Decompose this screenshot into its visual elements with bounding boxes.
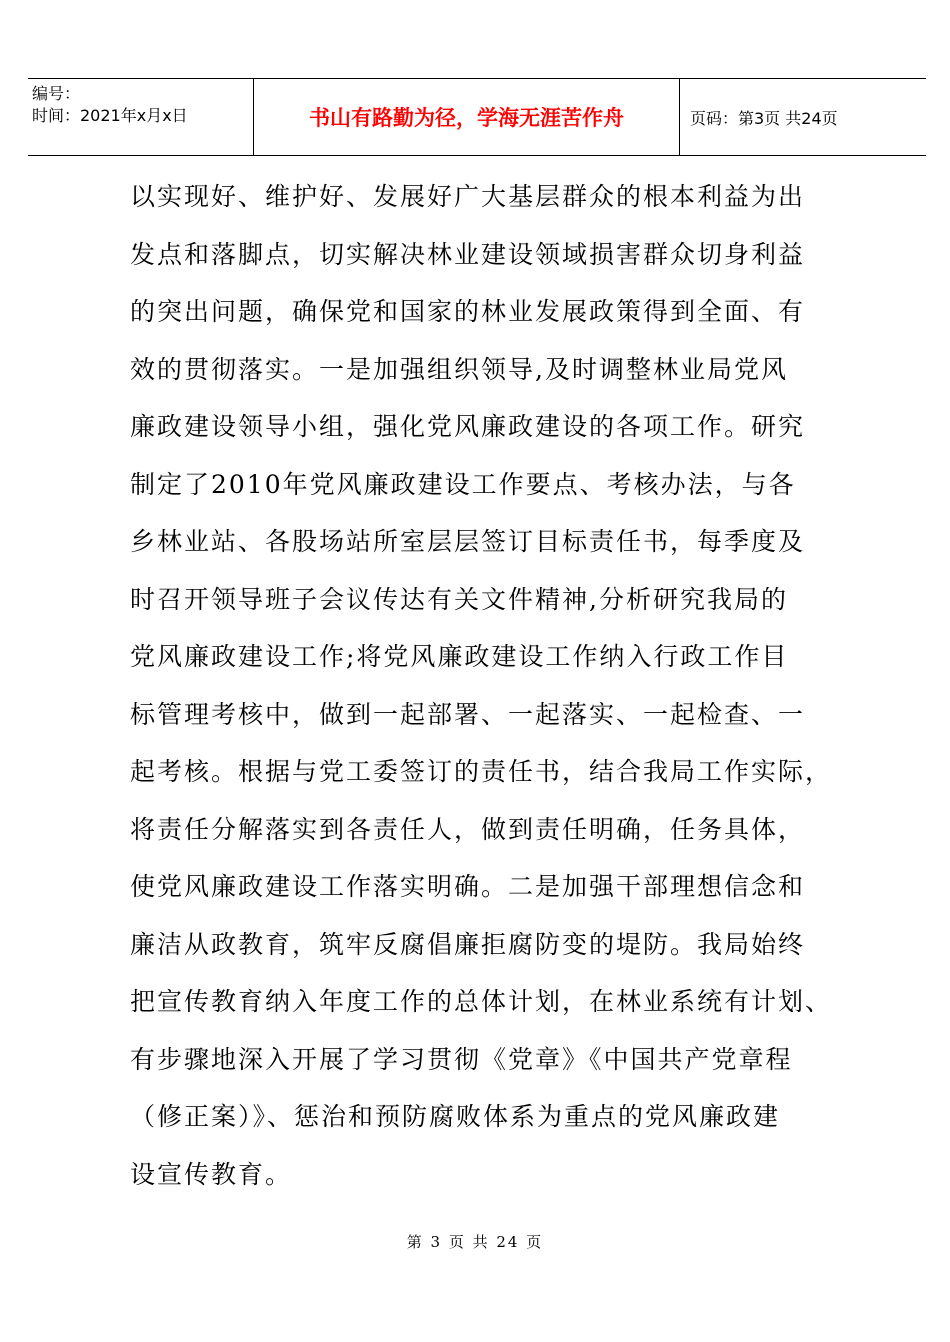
body-line: 发点和落脚点，切实解决林业建设领域损害群众切身利益 [130, 239, 806, 269]
body-line: 的突出问题，确保党和国家的林业发展政策得到全面、有 [130, 297, 806, 326]
header-motto: 书山有路勤为径，学海无涯苦作舟 [309, 106, 624, 130]
document-body [130, 168, 850, 1203]
body-line: 廉洁从政教育，筑牢反腐倡廉拒腐防变的堤防。我局始终 [130, 929, 806, 959]
body-line: 党风廉政建设工作;将党风廉政建设工作纳入行政工作目 [130, 642, 789, 671]
body-line: 将责任分解落实到各责任人，做到责任明确，任务具体， [130, 814, 806, 844]
document-number-label: 编号： [32, 84, 81, 103]
header-page-code: 页码：第3页 共24页 [690, 108, 838, 128]
body-line: （修正案）》、惩治和预防腐败体系为重点的党风廉政建 [130, 1102, 781, 1131]
body-line: 乡林业站、各股场站所室层层签订目标责任书，每季度及 [130, 527, 806, 556]
body-line: 以实现好、维护好、发展好广大基层群众的根本利益为出 [130, 182, 806, 211]
body-line: 时召开领导班子会议传达有关文件精神,分析研究我局的 [130, 584, 788, 614]
body-line: 起考核。根据与党工委签订的责任书，结合我局工作实际， [130, 757, 833, 786]
body-line: 廉政建设领导小组，强化党风廉政建设的各项工作。研究 [130, 412, 806, 441]
header-divider [679, 79, 680, 155]
body-line: 效的贯彻落实。一是加强组织领导,及时调整林业局党风 [130, 354, 788, 384]
body-line: 使党风廉政建设工作落实明确。二是加强干部理想信念和 [130, 872, 806, 901]
header-left-block [32, 83, 252, 127]
body-line: 标管理考核中，做到一起部署、一起落实、一起检查、一 [130, 699, 806, 729]
body-line: 制定了2010年党风廉政建设工作要点、考核办法，与各 [130, 469, 796, 499]
page-footer: 第 3 页 共 24 页 [406, 1233, 544, 1251]
body-line: 有步骤地深入开展了学习贯彻《党章》《中国共产党章程 [130, 1044, 793, 1074]
page-header [28, 78, 926, 156]
body-line: 设宣传教育。 [130, 1159, 293, 1189]
body-line: 把宣传教育纳入年度工作的总体计划，在林业系统有计划、 [130, 987, 833, 1016]
document-time-label: 时间：2021年x月x日 [32, 106, 188, 125]
